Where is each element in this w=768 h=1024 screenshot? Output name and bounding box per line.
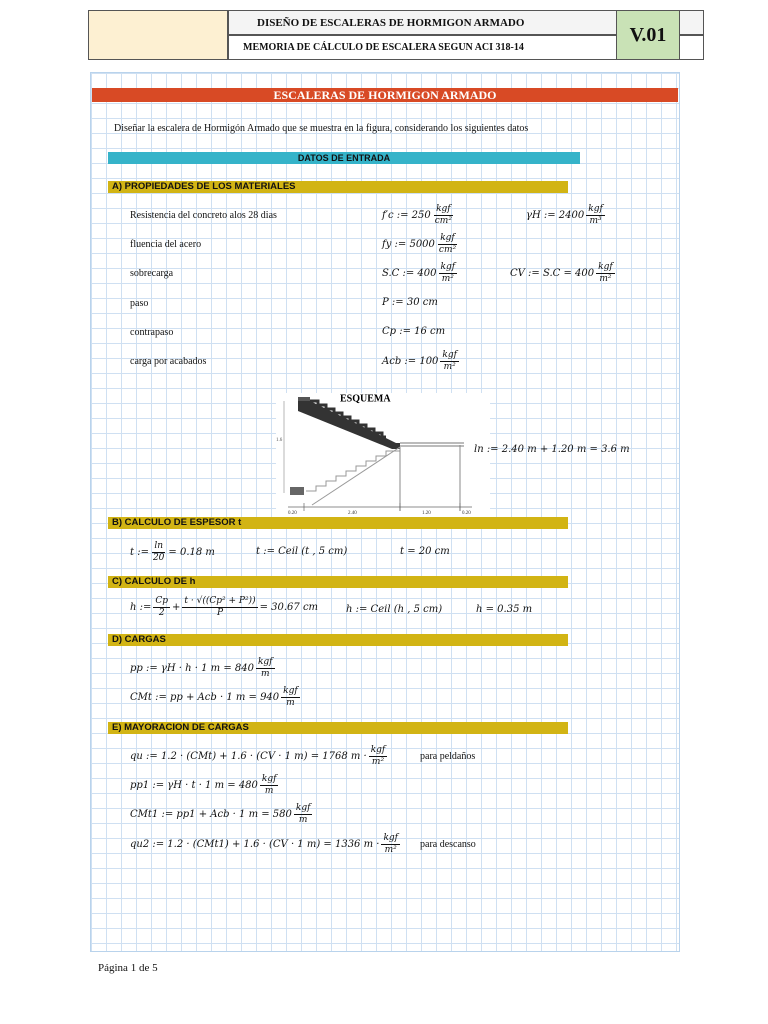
logo-box: [88, 10, 228, 60]
version-badge: V.01: [616, 10, 680, 60]
t-ceil-equation: t := Ceil (t , 5 cm): [256, 546, 348, 557]
h-ceil-equation: h := Ceil (h , 5 cm): [346, 604, 443, 615]
qu2-equation: qu2 := 1.2 · (CMt1) + 1.6 · (CV · 1 m) = 1336 m · kgf m²: [130, 833, 398, 855]
sc-label: sobrecarga: [130, 268, 174, 279]
document-subtitle: MEMORIA DE CÁLCULO DE ESCALERA SEGUN ACI 318-14: [228, 35, 704, 60]
fy-label: fluencia del acero: [130, 239, 202, 250]
input-data-title: DATOS DE ENTRADA: [108, 152, 580, 164]
contrapaso-label: contrapaso: [130, 327, 174, 338]
unit-weight-equation: γH := 2400 kgf m³: [526, 204, 603, 226]
cm1-equation: CMt1 := pp1 + Acb · 1 m = 580 kgf m: [130, 803, 311, 825]
intro-text: Diseñar la escalera de Hormigón Armado que se muestra en la figura, considerando los siguientes datos: [114, 123, 529, 134]
contrapaso-equation: Cp := 16 cm: [382, 326, 446, 337]
h-final: h = 0.35 m: [476, 604, 533, 615]
paso-label: paso: [130, 298, 149, 309]
main-title: ESCALERAS DE HORMIGON ARMADO: [92, 88, 678, 102]
pp-equation: pp := γH · h · 1 m = 840 kgf m: [130, 657, 273, 679]
document-title: DISEÑO DE ESCALERAS DE HORMIGON ARMADO: [228, 10, 704, 35]
dim-landing: 1.20: [422, 511, 431, 516]
section-thickness: B) CALCULO DE ESPESOR t: [108, 517, 568, 529]
dim-left-wall: 0.20: [288, 511, 297, 516]
sc-equation: S.C := 400 kgf m²: [382, 262, 456, 284]
cm-equation: CMt := pp + Acb · 1 m = 940 kgf m: [130, 686, 298, 708]
section-h: C) CALCULO DE h: [108, 576, 568, 588]
section-materials: A) PROPIEDADES DE LOS MATERIALES: [108, 181, 568, 193]
t-equation: t := $\frac{\ln}{20}$ = 0.18 m: [130, 541, 215, 563]
acabados-label: carga por acabados: [130, 356, 207, 367]
fy-equation: fy := 5000 kgf cm²: [382, 233, 457, 255]
stair-diagram: [276, 393, 490, 517]
acabados-equation: Acb := 100 kgf m²: [382, 350, 457, 372]
dim-right-wall: 0.20: [462, 511, 471, 516]
height-dim: 1.6: [276, 438, 283, 443]
document-header: [88, 10, 680, 60]
h-equation: h := $\frac{Cp}{2}$ + $\frac{\text{t · √((Cp² + P²))}}{P}$ = 30.67 cm: [130, 596, 319, 618]
section-factored-loads: E) MAYORACION DE CARGAS: [108, 722, 568, 734]
ln-equation: ln := 2.40 m + 1.20 m = 3.6 m: [474, 444, 630, 455]
fc-label: Resistencia del concreto alos 28 dias: [130, 210, 277, 221]
diagram-title: ESQUEMA: [340, 393, 391, 405]
cv-equation: CV := S.C = 400 kgf m²: [510, 262, 613, 284]
t-final: t = 20 cm: [400, 546, 450, 557]
dim-flight: 2.40: [348, 511, 357, 516]
section-loads: D) CARGAS: [108, 634, 568, 646]
page-number: Página 1 de 5: [98, 962, 158, 974]
pp1-equation: pp1 := γH · t · 1 m = 480 kgf m: [130, 774, 277, 796]
qu-equation: qu := 1.2 · (CMt) + 1.6 · (CV · 1 m) = 1768 m · kgf m²: [130, 745, 386, 767]
paso-equation: P := 30 cm: [382, 297, 438, 308]
fc-equation: f′c := 250 kgf cm²: [382, 204, 452, 226]
qu2-note: para descanso: [420, 839, 476, 850]
stair-schematic: [276, 393, 490, 517]
qu-note: para peldaños: [420, 751, 476, 762]
